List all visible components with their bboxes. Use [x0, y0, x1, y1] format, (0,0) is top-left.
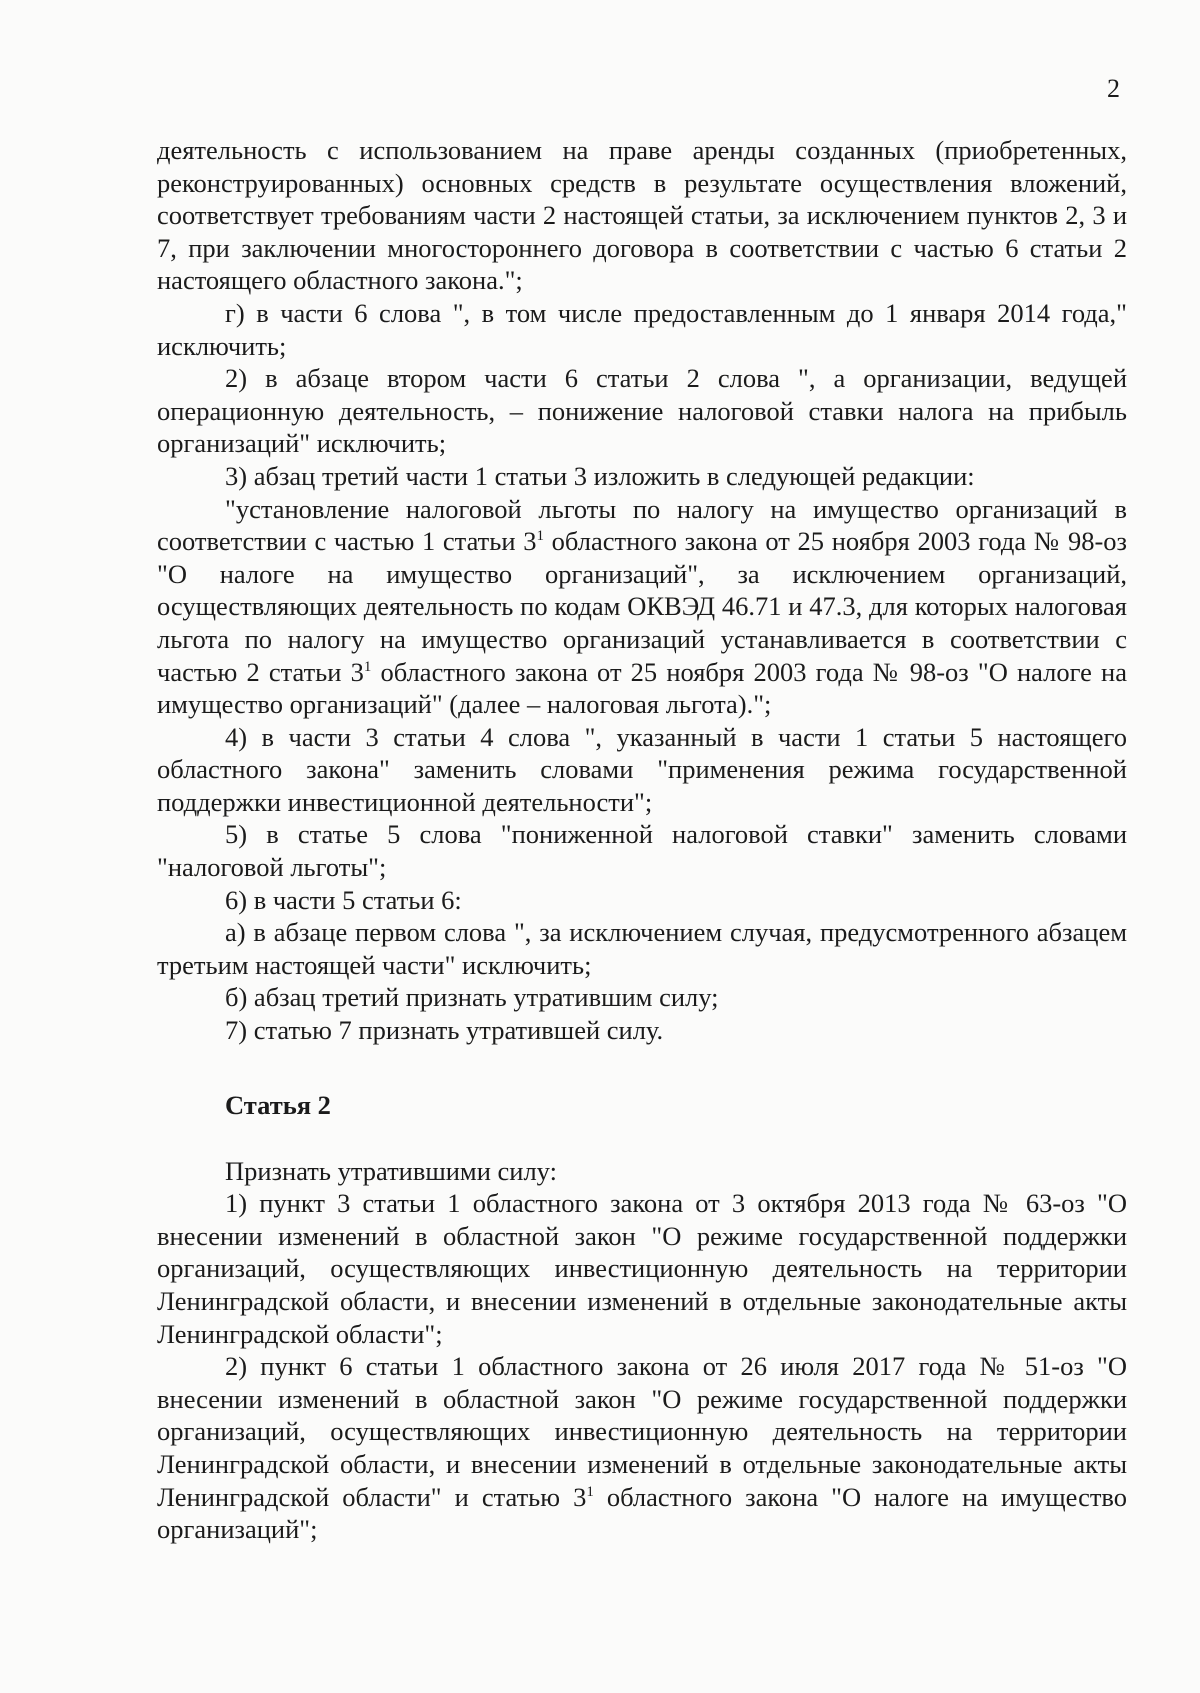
paragraph-item-2: 2) в абзаце втором части 6 статьи 2 слова ", а организации, ведущей операционную деятельность, – понижение налоговой ставки налога на прибыль организаций" исключить;: [157, 363, 1127, 459]
article-item-2: [157, 1350, 1127, 1546]
superscript: 1: [363, 658, 372, 675]
quote-text-2: областного закона от 25 ноября 2003 года № 98-оз "О налоге на имущество организаций", за исключением организаций, осуществляющих деятельность по кодам ОКВЭД 46.71 и 47.3, для которых налоговая льгота по налогу на имущество организаций устанавливается в соответствии с частью 2 статьи 3: [157, 526, 1127, 687]
article-item-1: 1) пункт 3 статьи 1 областного закона от 3 октября 2013 года № 63-оз "О внесении изменений в областной закон "О режиме государственной поддержки организаций, осуществляющих инвестиционную деятельность на территории Ленинградской области, и внесении изменений в отдельные законодательные акты Ленинградской области";: [157, 1188, 1127, 1349]
paragraph-continuation: деятельность с использованием на праве аренды созданных (приобретенных, реконструированных) основных средств в результате осуществления вложений, соответствует требованиям части 2 настоящей статьи, за исключением пунктов 2, 3 и 7, при заключении многостороннего договора в соответствии с частью 6 статьи 2 настоящего областного закона.";: [157, 135, 1127, 296]
page-number: 2: [1107, 74, 1120, 103]
item-text-2: областного закона "О налоге на имущество организаций";: [157, 1481, 1127, 1545]
paragraph-item-3: 3) абзац третий части 1 статьи 3 изложить в следующей редакции:: [225, 460, 975, 491]
document-body: [157, 134, 1127, 1546]
article-intro: Признать утратившими силу:: [225, 1155, 557, 1186]
item-text-1: 2) пункт 6 статьи 1 областного закона от 26 июля 2017 года № 51-оз "О внесении изменений в областной закон "О режиме государственной поддержки организаций, осуществляющих инвестиционную деятельность на территории Ленинградской области, и внесении изменений в отдельные законодательные акты Ленинградской области" и статью 3: [157, 1351, 1127, 1512]
quote-text-3: областного закона от 25 ноября 2003 года № 98-оз "О налоге на имущество организаций" (далее – налоговая льгота).";: [157, 656, 1128, 720]
quote-text-1: "установление налоговой льготы по налогу на имущество организаций в соответствии с частью 1 статьи 3: [157, 493, 1127, 557]
superscript: 1: [536, 528, 544, 545]
paragraph-item-a: а) в абзаце первом слова ", за исключением случая, предусмотренного абзацем третьим настоящей части" исключить;: [157, 917, 1127, 980]
paragraph-item-g: г) в части 6 слова ", в том числе предоставленным до 1 января 2014 года," исключить;: [157, 297, 1127, 361]
paragraph-item-b: б) абзац третий признать утратившим силу;: [225, 982, 719, 1013]
paragraph-item-4: 4) в части 3 статьи 4 слова ", указанный в части 1 статьи 5 настоящего областного закона" заменить словами "применения режима государственной поддержки инвестиционной деятельности";: [157, 721, 1127, 817]
paragraph-item-6: 6) в части 5 статьи 6:: [225, 884, 462, 915]
superscript: 1: [586, 1483, 594, 1500]
paragraph-item-7: 7) статью 7 признать утратившей силу.: [225, 1015, 664, 1046]
paragraph-item-5: 5) в статье 5 слова "пониженной налоговой ставки" заменить словами "налоговой льготы";: [157, 819, 1127, 883]
paragraph-quote: [157, 493, 1127, 721]
article-heading: Статья 2: [225, 1089, 331, 1120]
